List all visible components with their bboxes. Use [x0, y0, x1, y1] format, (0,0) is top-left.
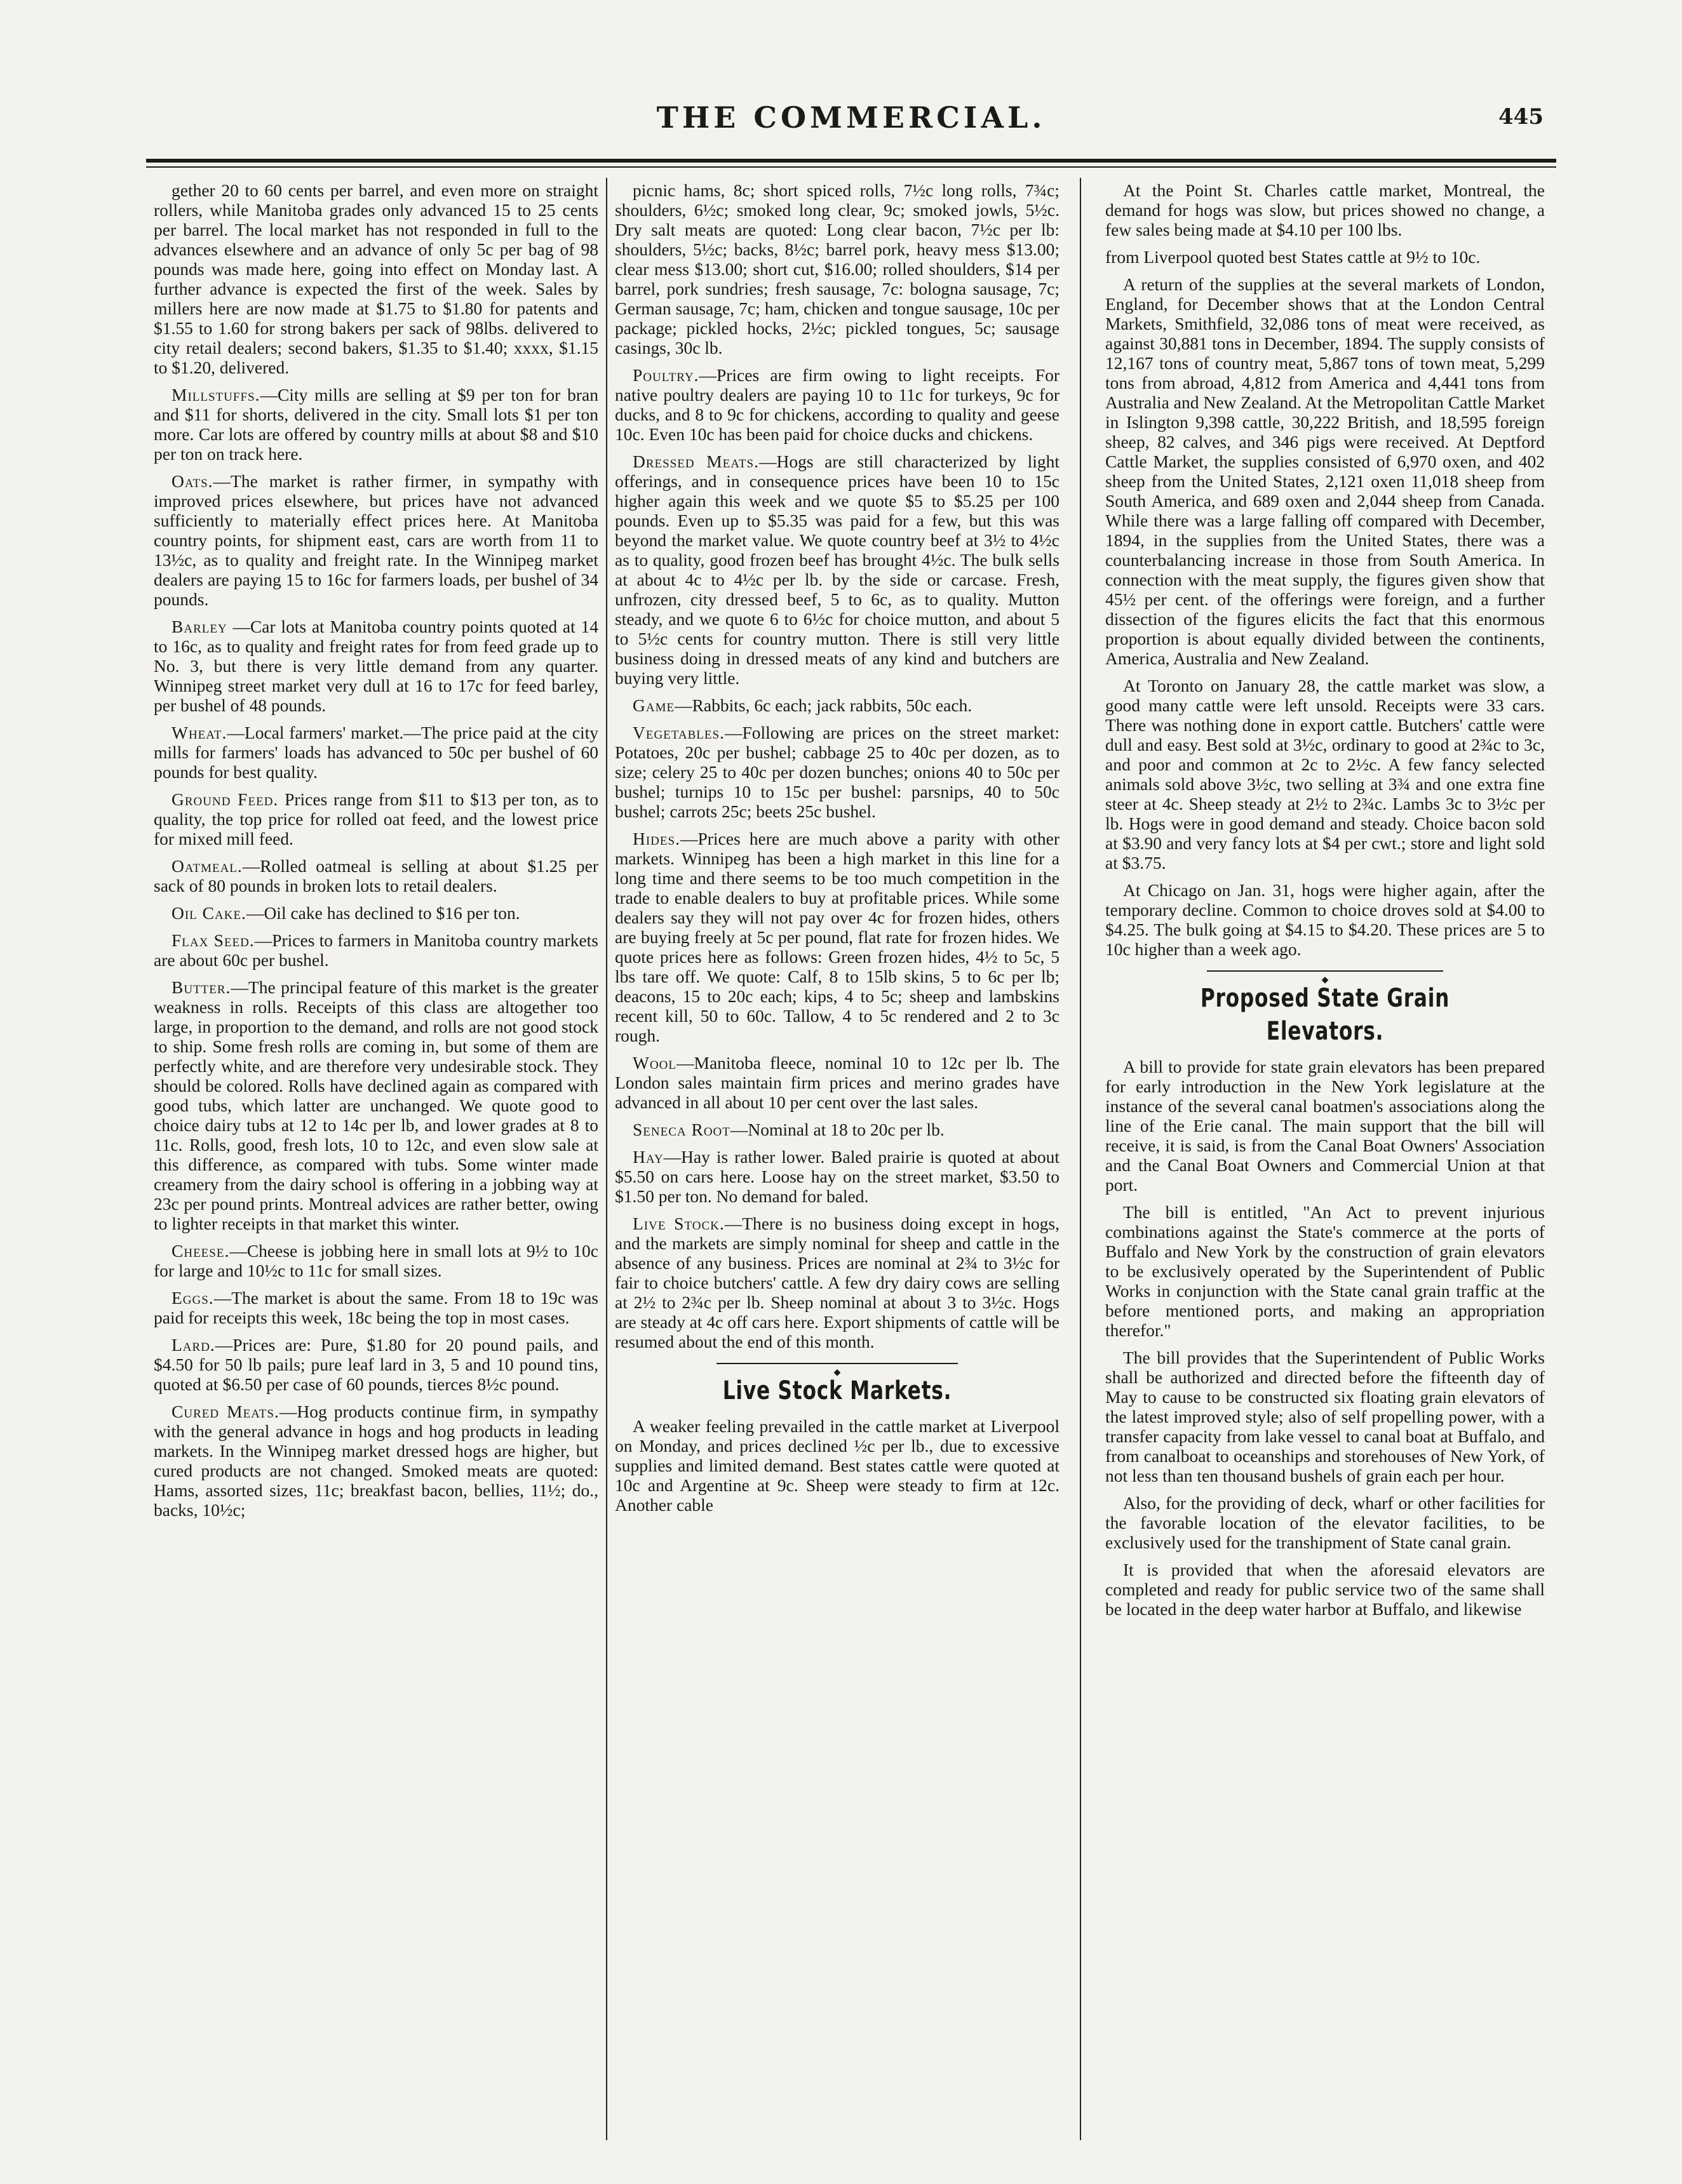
paragraph-text: —City mills are selling at $9 per ton for bran and $11 for shorts, delivered in the city. Small lots $1 per ton more. Car lots are offered by country mills at about $8 and $10 per ton on track here. — [154, 385, 598, 464]
paragraph — [1105, 1560, 1545, 1619]
paragraph-text: —Local farmers' market.—The price paid at the city mills for farmers' loads has advanced to 50c per bushel of 60 pounds for best quality. — [154, 723, 598, 782]
paragraph-text: —Oil cake has declined to $16 per ton. — [246, 903, 520, 923]
paragraph-text: Also, for the providing of deck, wharf or other facilities for the favorable location of the elevator facilities, to be exclusively used for the transhipment of State canal grain. — [1105, 1493, 1545, 1552]
paragraph — [615, 1214, 1060, 1351]
paragraph — [1105, 1202, 1545, 1340]
paragraph-lead: Game — [633, 695, 675, 715]
paragraph-text: A return of the supplies at the several markets of London, England, for December shows that at the London Central Markets, Smithfield, 32,086 tons of meat were received, as against 30,881 tons in December, 1894. The supply consists of 12,167 tons of country meat, 5,867 tons of town meat, 5,299 tons from abroad, 4,812 from America and 4,441 tons from Australia and New Zealand. At the Metropolitan Cattle Market in Islington 9,398 cattle, 30,222 British, and 18,595 foreign sheep, 82 calves, and 346 pigs were received. At Deptford Cattle Market, the supplies consisted of 6,970 oxen, and 402 sheep from the United States, 2,121 oxen 11,018 sheep from South America, and 689 oxen and 2,044 sheep from Canada. While there was a large falling off compared with December, 1894, in the supplies from the United States, there was a counterbalancing increase in those from South America. In connection with the meat supply, the figures given show that 45½ per cent. of the offerings were foreign, and a further dissection of the figures elicits the fact that this enormous proportion is about equally divided between the continents, America, Australia and New Zealand. — [1105, 274, 1545, 668]
paragraph-text: —Hog products continue firm, in sympathy with the general advance in hogs and hog products in leading markets. In the Winnipeg market dressed hogs are higher, but cured products are not changed. Smoked meats are quoted: Hams, assorted sizes, 11c; breakfast bacon, bellies, 11½; do., backs, 10½c; — [154, 1402, 598, 1520]
paragraph-text: —Rabbits, 6c each; jack rabbits, 50c each. — [675, 695, 972, 715]
paragraph — [1105, 180, 1545, 239]
paragraph-text: —The principal feature of this market is the greater weakness in rolls. Receipts of this class are altogether too large, in proportion to the demand, and rolls are not good stock to ship. Some fresh rolls are coming in, but some of them are perfectly white, and are therefore very undesirable stock. They should be colored. Rolls have declined again as compared with good tubs, which latter are unchanged. We quote good to choice dairy tubs at 12 to 14c per lb, and lower grades at 8 to 11c. Rolls, good, fresh lots, 10 to 12c, and even slow sale at this difference, as compared with tubs. Some winter made creamery from the dairy school is offering in a jobbing way at 23c per pound prints. Montreal advices are rather better, owing to lighter receipts in that market this winter. — [154, 977, 598, 1233]
paragraph — [154, 180, 598, 377]
paragraph-text: picnic hams, 8c; short spiced rolls, 7½c long rolls, 7¾c; shoulders, 6½c; smoked long clear, 9c; smoked jowls, 5½c. Dry salt meats are quoted: Long clear bacon, 7½c per lb: shoulders, 5½c; backs, 8½c; barrel pork, heavy mess $13.00; clear mess $13.00; short cut, $16.00; rolled shoulders, $14 per barrel, pork sundries; fresh sausage, 7c: bologna sausage, 7c; German sausage, 7c; ham, chicken and tongue sausage, 10c per package; pickled hocks, 2½c; pickled tongues, 5c; sausage casings, 30c lb. — [615, 180, 1060, 358]
header-rule-thin — [146, 166, 1556, 168]
paragraph — [1105, 274, 1545, 668]
paragraph — [615, 1416, 1060, 1515]
paragraph — [1105, 1348, 1545, 1485]
paragraph-text: The bill is entitled, "An Act to prevent injurious combinations against the State's commerce at the ports of Buffalo and New York by the construction of grain elevators to be exclusively operated by the Superintendent of Public Works in conjunction with the State canal grain traffic at the before mentioned ports, and making an appropriation therefor." — [1105, 1202, 1545, 1340]
paragraph — [615, 365, 1060, 444]
paragraph-lead: Wheat. — [172, 723, 227, 742]
paragraph-text: gether 20 to 60 cents per barrel, and even more on straight rollers, while Manitoba grades only advanced 15 to 25 cents per barrel. The local market has not responded in full to the advances elsewhere and an advance of only 5c per bag of 98 pounds was made here, going into effect on Monday last. A further advance is expected the first of the week. Sales by millers here are now made at $1.75 to $1.80 for patents and $1.55 to 1.60 for strong bakers per sack of 98lbs. delivered to city retail dealers; second bakers, $1.35 to $1.40; xxxx, $1.15 to $1.20, delivered. — [154, 180, 598, 377]
paragraph — [154, 903, 598, 923]
paragraph — [154, 856, 598, 895]
paragraph — [154, 789, 598, 848]
paragraph — [1105, 676, 1545, 873]
column-2 — [615, 180, 1060, 2136]
article-body — [1105, 180, 1545, 959]
column-1 — [154, 180, 598, 2136]
paragraph-lead: Hay — [633, 1147, 664, 1167]
paragraph — [154, 1288, 598, 1327]
column-3 — [1105, 180, 1545, 2136]
market-reports-list — [615, 180, 1060, 1351]
paragraph-text: —Nominal at 18 to 20c per lb. — [730, 1120, 945, 1139]
page-number: 445 — [1498, 104, 1544, 130]
paragraph-text: —Prices are firm owing to light receipts. For native poultry dealers are paying 10 to 11c for turkeys, 9c for ducks, and 8 to 9c for chickens, according to quality and geese 10c. Even 10c has been paid for choice ducks and chickens. — [615, 365, 1060, 444]
paragraph-text: A weaker feeling prevailed in the cattle market at Liverpool on Monday, and prices declined ½c per lb., due to excessive supplies and limited demand. Best states cattle were quoted at 10c and Argentine at 9c. Sheep were steady to firm at 12c. Another cable — [615, 1416, 1060, 1515]
paragraph-lead: Millstuffs. — [172, 385, 260, 405]
paragraph — [1105, 880, 1545, 959]
column-divider — [606, 178, 607, 2140]
paragraph-lead: Butter. — [172, 977, 231, 997]
paragraph-lead: Ground Feed. — [172, 789, 279, 809]
paragraph-lead: Wool — [633, 1053, 677, 1073]
paragraph-lead: Cheese. — [172, 1241, 230, 1261]
paragraph-text: At Chicago on Jan. 31, hogs were higher again, after the temporary decline. Common to choice droves sold at $4.00 to $4.25. The bulk going at $4.15 to $4.20. These prices are 5 to 10c higher than a week ago. — [1105, 880, 1545, 959]
paragraph — [615, 723, 1060, 821]
paragraph-text: —Hay is rather lower. Baled prairie is quoted at about $5.50 on cars here. Loose hay on the street market, $3.50 to $1.50 per ton. No demand for baled. — [615, 1147, 1060, 1206]
paragraph-text: The bill provides that the Superintendent of Public Works shall be authorized and directed before the fifteenth day of May to cause to be constructed six floating grain elevators of the latest improved style; also of self propelling power, with a transfer capacity from lake vessel to canal boat at Buffalo, and from canalboat to oceanships and storehouses of New York, of not less than ten thousand bushels of grain each per hour. — [1105, 1348, 1545, 1485]
paragraph — [154, 930, 598, 970]
paragraph — [615, 452, 1060, 688]
paragraph-lead: Live Stock. — [633, 1214, 725, 1233]
paragraph-text: —Car lots at Manitoba country points quoted at 14 to 16c, as to quality and freight rates for from feed grade up to No. 3, but there is very little demand from any quarter. Winnipeg street market very dull at 16 to 17c for feed barley, per bushel of 48 pounds. — [154, 617, 598, 715]
paragraph — [154, 723, 598, 782]
article-body — [1105, 1057, 1545, 1619]
paragraph-lead: Flax Seed. — [172, 930, 255, 950]
paragraph-lead: Seneca Root — [633, 1120, 730, 1139]
paragraph-lead: Oil Cake. — [172, 903, 246, 923]
paragraph — [615, 1053, 1060, 1112]
paragraph-lead: Eggs. — [172, 1288, 214, 1308]
section-heading: Live Stock Markets. — [722, 1376, 952, 1405]
paragraph — [154, 1402, 598, 1520]
paragraph-text: Prices range from $11 to $13 per ton, as to quality, the top price for rolled oat feed, and the lowest price for mixed mill feed. — [154, 789, 598, 848]
paragraph-text: —There is no business doing except in hogs, and the markets are simply nominal for sheep and cattle in the absence of any business. Prices are nominal at 2¾ to 3½c for fair to choice butchers' cattle. A few dry dairy cows are selling at 2½ to 2¾c per lb. Sheep nominal at about 3 to 3½c. Hogs are steady at 4c off cars here. Export shipments of cattle will be resumed about the end of this month. — [615, 1214, 1060, 1351]
paragraph — [154, 385, 598, 464]
paragraph — [154, 977, 598, 1233]
paragraph-text: —Prices are: Pure, $1.80 for 20 pound pails, and $4.50 for 50 lb pails; pure leaf lard in 3, 5 and 10 pound tins, quoted at $6.50 per case of 60 pounds, tierces 8½c pound. — [154, 1335, 598, 1394]
paragraph-text: —Cheese is jobbing here in small lots at 9½ to 10c for large and 10½c to 11c for small sizes. — [154, 1241, 598, 1280]
paragraph-lead: Vegetables. — [633, 723, 725, 742]
paragraph — [1105, 1493, 1545, 1552]
paragraph-text: —Following are prices on the street market: Potatoes, 20c per bushel; cabbage 25 to 40c per dozen, as to size; celery 25 to 40c per dozen bunches; onions 40 to 50c per bushel; turnips 10 to 15c per bushel: parsnips, 40 to 50c bushel; carrots 25c; beets 25c bushel. — [615, 723, 1060, 821]
paragraph-text: It is provided that when the aforesaid elevators are completed and ready for public service two of the same shall be located in the deep water harbor at Buffalo, and likewise — [1105, 1560, 1545, 1619]
paragraph-text: —Prices to farmers in Manitoba country markets are about 60c per bushel. — [154, 930, 598, 970]
paragraph-text: —Manitoba fleece, nominal 10 to 12c per lb. The London sales maintain firm prices and merino grades have advanced in all about 10 per cent over the last sales. — [615, 1053, 1060, 1112]
market-reports-list — [154, 180, 598, 1520]
paragraph-text: —The market is about the same. From 18 to 19c was paid for receipts this week, 18c being the top in most cases. — [154, 1288, 598, 1327]
paragraph — [615, 1147, 1060, 1206]
paragraph-text: from Liverpool quoted best States cattle at 9½ to 10c. — [1105, 247, 1481, 267]
paragraph-text: At Toronto on January 28, the cattle market was slow, a good many cattle were left unsold. Receipts were 33 cars. There was nothing done in export cattle. Butchers' cattle were dull and easy. Best sold at 3½c, ordinary to good at 2¾c to 3c, and poor and common at 2c to 2½c. A few fancy selected animals sold above 3½c, two selling at 3¾ and one extra fine steer at 4c. Sheep steady at 2½ to 2¾c. Lambs 3c to 3½c per lb. Hogs were in good demand and steady. Choice bacon sold at $3.90 and very fancy lots at $4 per cwt.; store and light sold at $3.75. — [1105, 676, 1545, 873]
paragraph — [1105, 1057, 1545, 1195]
paragraph — [154, 1335, 598, 1394]
paragraph — [615, 829, 1060, 1045]
paragraph — [615, 1120, 1060, 1139]
paragraph-text: —Hogs are still characterized by light offerings, and in consequence prices have been 10 to 15c higher again this week and we quote $5 to $5.25 per 100 pounds. Even up to $5.35 was paid for a few, but this was beyond the market value. We quote country beef at 3½ to 4½c as to quality, good frozen beef has brought 4½c. The bulk sells at about 4c to 4½c per lb. by the side or carcase. Fresh, unfrozen, city dressed beef, 5 to 6c, as to quality. Mutton steady, and we quote 6 to 6½c for choice mutton, and about 5 to 5½c cents for country mutton. There is still very little business doing in dressed meats of any kind and butchers are buying very little. — [615, 452, 1060, 688]
paragraph-lead: Lard. — [172, 1335, 215, 1355]
header-rule — [146, 159, 1556, 163]
paragraph-text: —Rolled oatmeal is selling at about $1.25 per sack of 80 pounds in broken lots to retail dealers. — [154, 856, 598, 895]
paragraph-lead: Oats. — [172, 471, 213, 491]
paragraph-lead: Cured Meats. — [172, 1402, 279, 1421]
section-heading: Proposed State Grain Elevators. — [1200, 984, 1450, 1046]
column-divider — [1080, 178, 1081, 2140]
paragraph-text: —Prices here are much above a parity with other markets. Winnipeg has been a high market in this line for a long time and there seems to be too much competition in the trade to enable dealers to buy at profitable prices. While some dealers say they will not pay over 4c for frozen hides, others are buying freely at 5c per pound, flat rate for frozen hides. We quote prices here as follows: Green frozen hides, 4½ to 5c, 5 lbs tare off. We quote: Calf, 8 to 15lb skins, 5 to 6c per lb; deacons, 15 to 20c each; kips, 4 to 5c; sheep and lambskins recent kill, 50 to 60c. Tallow, 4 to 5c rendered and 2 to 3c rough. — [615, 829, 1060, 1045]
paragraph-lead: Hides. — [633, 829, 680, 848]
paragraph-lead: Dressed Meats. — [633, 452, 759, 471]
paragraph-text: A bill to provide for state grain elevators has been prepared for early introduction in the New York legislature at the instance of the several canal boatmen's associations along the line of the Erie canal. The main support that the bill will receive, it is said, is from the Canal Boat Owners' Association and the Canal Boat Owners and Commercial Union at that port. — [1105, 1057, 1545, 1195]
paragraph-text: —The market is rather firmer, in sympathy with improved prices elsewhere, but prices have not advanced sufficiently to materially effect prices here. At Manitoba country points, for shipment east, cars are worth from 11 to 13½c, as to quality and freight rate. In the Winnipeg market dealers are paying 15 to 16c for farmers loads, per bushel of 34 pounds. — [154, 471, 598, 609]
paragraph — [615, 695, 1060, 715]
paragraph — [1105, 247, 1545, 267]
article-body — [615, 1416, 1060, 1515]
paragraph-lead: Oatmeal. — [172, 856, 243, 876]
paragraph-lead: Barley — [172, 617, 227, 636]
section-divider: ◆ — [1105, 967, 1545, 975]
paragraph-text: At the Point St. Charles cattle market, Montreal, the demand for hogs was slow, but prices showed no change, a few sales being made at $4.10 per 100 lbs. — [1105, 180, 1545, 239]
masthead-title: THE COMMERCIAL. — [656, 100, 1046, 135]
paragraph-lead: Poultry. — [633, 365, 699, 385]
page-header — [146, 95, 1556, 146]
paragraph — [615, 180, 1060, 358]
paragraph — [154, 471, 598, 609]
paragraph — [154, 1241, 598, 1280]
paragraph — [154, 617, 598, 715]
section-divider: ◆ — [615, 1359, 1060, 1368]
